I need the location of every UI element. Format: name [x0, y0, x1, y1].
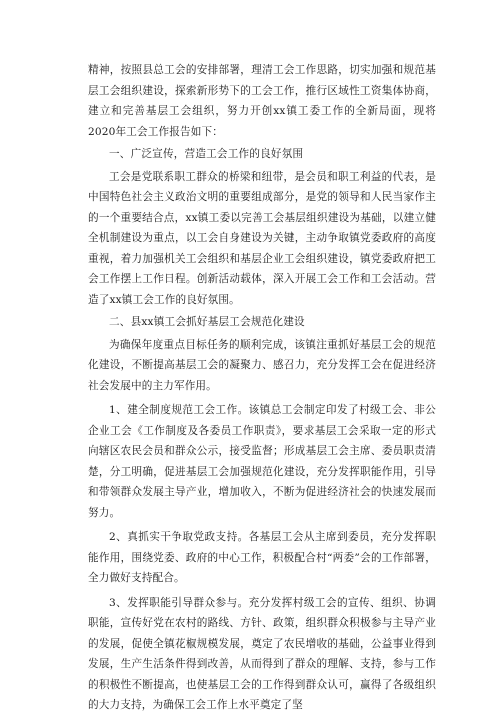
section-1-paragraph: 工会是党联系职工群众的桥梁和纽带，是会员和职工利益的代表，是中国特色社会主义政治文明的重要组成部分，是党的领导和人民当家作主的一个重要结合点，xx镇工委以完善工会基层组织建设为基础，以建立健全机制建设为重点，以工会自身建设为关键，主动争取镇党委政府的高度重视，着力加强机关工会组织和基层企业工会组织建设，镇党委政府把工会工作摆上工作日程。创新活动载体，深入开展工会工作和工会活动。营造了xx镇工会工作的良好氛围。: [88, 170, 436, 306]
intro-paragraph: 精神，按照县总工会的安排部署，理清工会工作思路，切实加强和规范基层工会组织建设，探索新形势下的工会工作，推行区域性工资集体协商，建立和完善基层工会组织，努力开创xx镇工委工作的全新局面，现将2020年工会工作报告如下：: [88, 64, 436, 138]
item-2-paragraph: 2、真抓实干争取党政支持。各基层工会从主席到委员，充分发挥职能作用，围绕党委、政府的中心工作，积极配合村“两委”会的工作部署，全力做好支持配合。: [88, 531, 436, 584]
section-2-intro-paragraph: 为确保年度重点目标任务的顺利完成，该镇注重抓好基层工会的规范化建设，不断提高基层工会的凝聚力、感召力，充分发挥工会在促进经济社会发展中的主力军作用。: [88, 338, 436, 392]
item-3-paragraph: 3、发挥职能引导群众参与。充分发挥村级工会的宣传、组织、协调职能，宣传好党在农村的路线、方针、政策，组织群众积极参与主导产业的发展，促使全镇花椒规模发展，奠定了农民增收的基础，公益事业得到发展，生产生活条件得到改善，从而得到了群众的理解、支持，参与工作的积极性不断提高，也使基层工会的工作得到群众认可，赢得了各级组织的大力支持，为确保工会工作上水平奠定了坚: [88, 596, 436, 711]
document-body: [88, 60, 436, 716]
section-heading-1: 一、广泛宣传，营造工会工作的良好氛围: [109, 148, 304, 160]
item-1-paragraph: 1、建全制度规范工会工作。该镇总工会制定印发了村级工会、非公企业工会《工作制度及各委员工作职责》，要求基层工会采取一定的形式向辖区农民会员和群众公示，接受监督；形成基层工会主席、委员职责清楚，分工明确，促进基层工会加强规范化建设，充分发挥职能作用，引导和带领群众发展主导产业，增加收入，不断为促进经济社会的快速发展而努力。: [88, 404, 436, 519]
section-heading-2: 二、县xx镇工会抓好基层工会规范化建设: [109, 316, 305, 328]
